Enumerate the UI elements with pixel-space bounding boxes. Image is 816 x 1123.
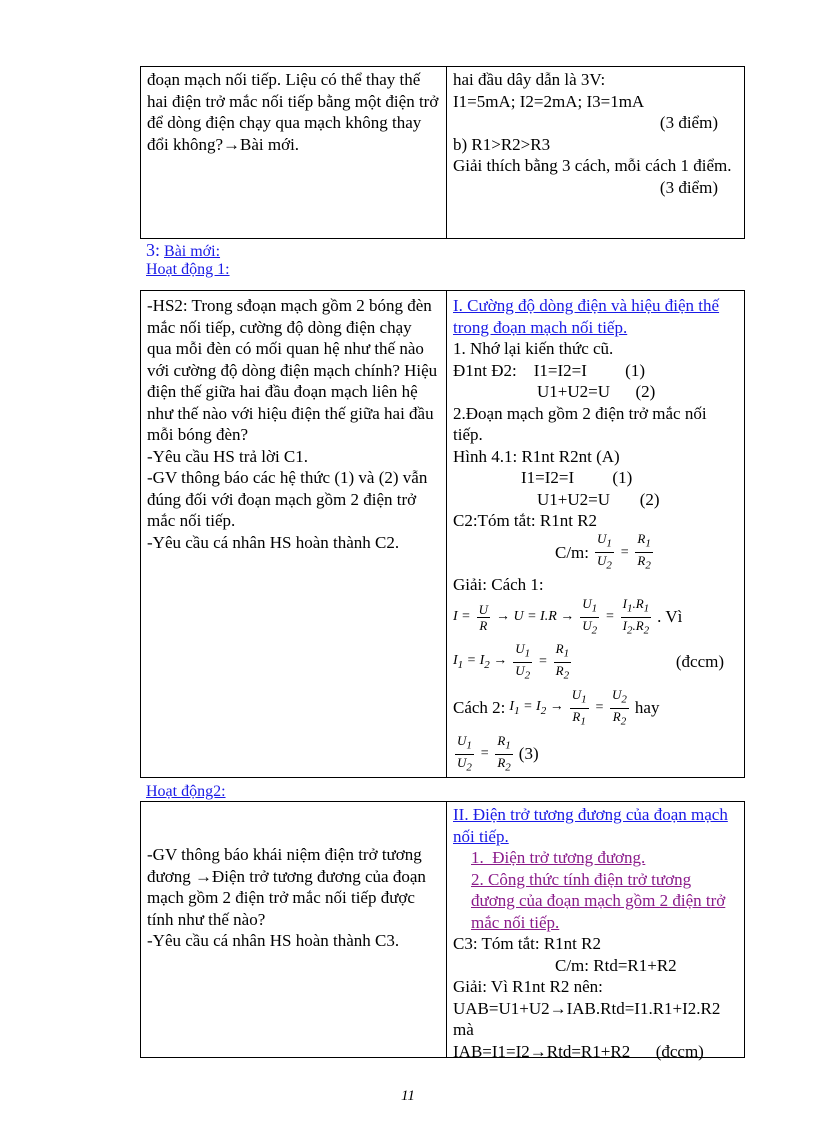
c3-summary: C3: Tóm tắt: R1nt R2: [453, 934, 601, 953]
dccm-1: (đccm): [675, 652, 724, 672]
item-2: 2.Đoạn mạch gồm 2 điện trở mắc nối tiếp.: [453, 403, 707, 444]
voltage-line: hai đầu dây dẫn là 3V:: [453, 70, 606, 89]
section-number: 3:: [146, 240, 161, 260]
table-1-left-cell: [141, 67, 447, 238]
equal-current-row: $I_1 = I_2$ → $\frac{U_1}{U_2}$ = $\frac{R_1}{R_2}$ (đccm): [453, 639, 738, 685]
ma-text: mà: [453, 1020, 474, 1039]
eq-3-label: (3): [518, 744, 539, 764]
cm-label: C/m:: [555, 542, 590, 562]
vi-text: . Vì: [657, 607, 683, 627]
table-1-left-text: đoạn mạch nối tiếp. Liệu có thể thay thế hai điện trở mắc nối tiếp bằng một điện trở để dòng điện chạy qua mạch không thay đổi không?→Bài mới.: [147, 70, 439, 154]
sub-item-1: 1. Điện trở tương đương.: [471, 848, 646, 867]
page-number: 11: [401, 1088, 415, 1104]
table-2-right-cell: [447, 291, 744, 777]
points-2: (3 điểm): [659, 177, 718, 197]
heading-bai-moi: [146, 240, 220, 261]
heading-hoat-dong-2: Hoạt động2:: [146, 783, 226, 800]
sub-item-2: 2. Công thức tính điện trở tương đương của đoạn mạch gồm 2 điện trở mắc nối tiếp.: [471, 869, 726, 932]
c2-summary: C2:Tóm tắt: R1nt R2: [453, 511, 598, 530]
iab-eq: IAB=I1=I2→Rtd=R1+R2 (đccm): [453, 1041, 704, 1061]
resistor-voltage-eq: U1+U2=U (2): [537, 489, 660, 509]
bai-moi-label: Bài mới:: [164, 243, 221, 260]
figure-4-1: Hình 4.1: R1nt R2nt (A): [453, 446, 620, 466]
part-b: b) R1>R2>R3: [453, 134, 551, 154]
section-1-title: I. Cường độ dòng điện và hiệu điện thế trong đoạn mạch nối tiếp.: [453, 296, 720, 337]
table-2-left-cell: [141, 291, 447, 777]
table-1: [140, 66, 745, 239]
method-2-row: Cách 2: $I_1 = I_2$ → $\frac{U_1}{R_1}$ = $\frac{U_2}{R_2}$ hay: [453, 686, 660, 728]
solution-method-1: Giải: Cách 1:: [453, 574, 544, 594]
currents-line: I1=5mA; I2=2mA; I3=1mA: [453, 91, 645, 111]
r-ratio: $\frac{R_1}{R_2}$: [637, 531, 651, 572]
uab-eq: UAB=U1+U2→IAB.Rtd=I1.R1+I2.R2: [453, 998, 721, 1018]
method-2-label: Cách 2:: [453, 698, 506, 718]
resistor-current-eq: I1=I2=I (1): [521, 468, 633, 487]
table-2-left-text: -HS2: Trong sđoạn mạch gồm 2 bóng đèn mắc nối tiếp, cường độ dòng điện chạy qua mỗi đèn có mối quan hệ như thế nào với cường độ dòng điện mạch chính? Hiệu điện thế giữa hai đầu đoạn mạch liên hệ như thế nào với hiệu điện thế giữa hai đầu mỗi bóng đèn? -Yêu cầu HS trả lời C1. -GV thông báo các hệ thức (1) và (2) vẫn đúng đối với đoạn mạch gồm 2 điện trở mắc nối tiếp. -Yêu cầu cá nhân HS hoàn thành C2.: [147, 296, 438, 552]
u-ratio: $\frac{U_1}{U_2}$: [597, 531, 612, 572]
section-2-title: II. Điện trở tương đương của đoạn mạch nối tiếp.: [453, 805, 728, 846]
table-1-right-cell: [447, 67, 744, 238]
table-3-right-cell: [447, 802, 744, 1061]
lamp-current-eq: Đ1nt Đ2: I1=I2=I (1): [453, 360, 645, 380]
c3-proof: C/m: Rtd=R1+R2: [555, 955, 677, 975]
eq-3-row: $\frac{U_1}{U_2}$ = $\frac{R_1}{R_2}$ (3): [457, 732, 539, 774]
table-3: [140, 801, 745, 1061]
points-1: (3 điểm): [659, 113, 718, 132]
ohm-law-row: I = $\frac{U}{R}$ → U = I.R → $\frac{U_1}{U_2}$ = $\frac{I_1.R_1}{I_2.R_2}$ . Vì: [453, 595, 683, 637]
explain-text: Giải thích bằng 3 cách, mỗi cách 1 điểm.: [453, 156, 732, 175]
c3-solution: Giải: Vì R1nt R2 nên:: [453, 977, 603, 996]
table-3-left-text: -GV thông báo khái niệm điện trở tương đương →Điện trở tương đương của đoạn mạch gồm 2 điện trở mắc nối tiếp được tính như thế nào? -Yêu cầu cá nhân HS hoàn thành C3.: [147, 845, 426, 950]
heading-hoat-dong-1: Hoạt động 1:: [146, 261, 230, 278]
hay-text: hay: [634, 698, 660, 718]
table-3-left-cell: [141, 802, 447, 1057]
item-1: 1. Nhớ lại kiến thức cũ.: [453, 339, 614, 358]
table-2: [140, 290, 745, 778]
lamp-voltage-eq: U1+U2=U (2): [537, 382, 656, 401]
c2-proof-row: C/m: $\frac{U_1}{U_2}$ = $\frac{R_1}{R_2}$: [555, 531, 651, 572]
